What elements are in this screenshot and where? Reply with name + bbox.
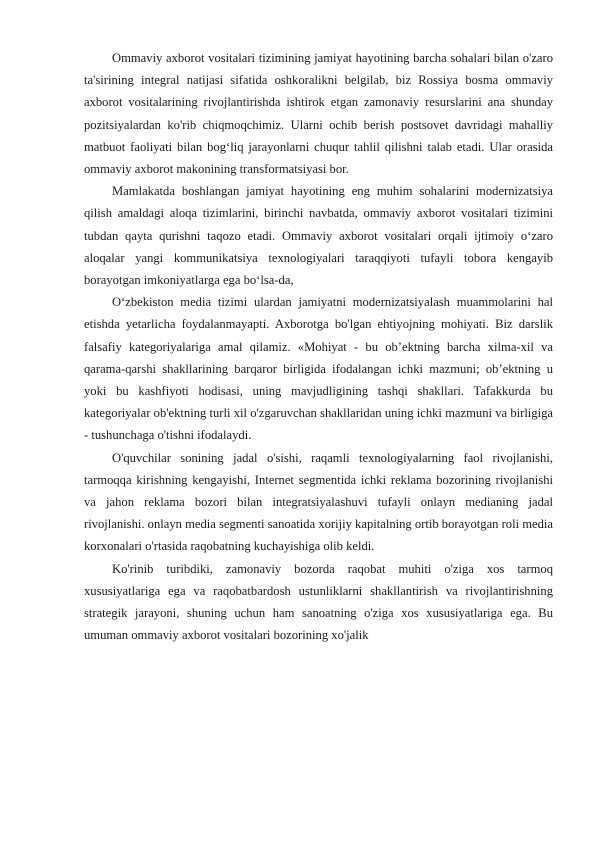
paragraph-1: Ommaviy axborot vositalari tizimining jamiyat hayotining barcha sohalari bilan o'zaro ta'sirining integral natijasi sifatida oshkoralikni belgilab, biz Rossiya bosma ommaviy axborot vositalarining rivojlantirishda ishtirok etgan zamonaviy resurslarini ana shunday pozitsiyalardan ko'rib chiqmoqchimiz. Ularni ochib berish postsovet davridagi mahalliy matbuot faoliyati bilan bog‘liq jarayonlarni chuqur tahlil qilishni talab etadi. Ular orasida ommaviy axborot makonining transformatsiyasi bor. [84, 51, 553, 177]
paragraph-5: Ko'rinib turibdiki, zamonaviy bozorda raqobat muhiti o'ziga xos tarmoq xususiyatlariga ega va raqobatbardosh ustunliklarni shakllantirish va rivojlantirishning strategik jarayoni, shuning uchun ham sanoatning o'ziga xos xususiyatlariga ega. Bu umuman ommaviy axborot vositalari bozorining xo'jalik [84, 561, 553, 643]
paragraph-4: O'quvchilar sonining jadal o'sishi, raqamli texnologiyalarning faol rivojlanishi, tarmoqqa kirishning kengayishi, Internet segmentida ichki reklama bozorining rivojlanishi va jahon reklama bozori bilan integratsiyalashuvi tufayli onlayn medianing jadal rivojlanishi. onlayn media segmenti sanoatida xorijiy kapitalning ortib borayotgan roli media korxonalari o'rtasida raqobatning kuchayishiga olib keldi. [84, 450, 554, 554]
document-page [84, 47, 553, 646]
paragraph-3: O‘zbekiston media tizimi ulardan jamiyatni modernizatsiyalash muammolarini hal etishda yetarlicha foydalanmayapti. Axborotga bo'lgan ehtiyojning mohiyati. Biz darslik falsafiy kategoriyalariga amal qilamiz. «Mohiyat - bu ob’ektning barcha xilma-xil va qarama-qarshi shakllarining barqaror birligida ifodalangan ichki mazmuni; ob’ektning u yoki bu kashfiyoti hodisasi, uning mavjudligining tashqi shakllari. Tafakkurda bu kategoriyalar ob'ektning turli xil o'zgaruvchan shakllaridan uning ichki mazmuni va birligiga - tushunchaga o'tishni ifodalaydi. [84, 295, 553, 443]
paragraph-2: Mamlakatda boshlangan jamiyat hayotining eng muhim sohalarini modernizatsiya qilish amaldagi aloqa tizimlarini, birinchi navbatda, ommaviy axborot vositalari tizimini tubdan qayta qurishni taqozo etadi. Ommaviy axborot vositalari orqali ijtimoiy o‘zaro aloqalar yangi kommunikatsiya texnologiyalari taraqqiyoti tufayli tobora kengayib borayotgan imkoniyatlarga ega bo‘lsa-da, [84, 184, 553, 288]
